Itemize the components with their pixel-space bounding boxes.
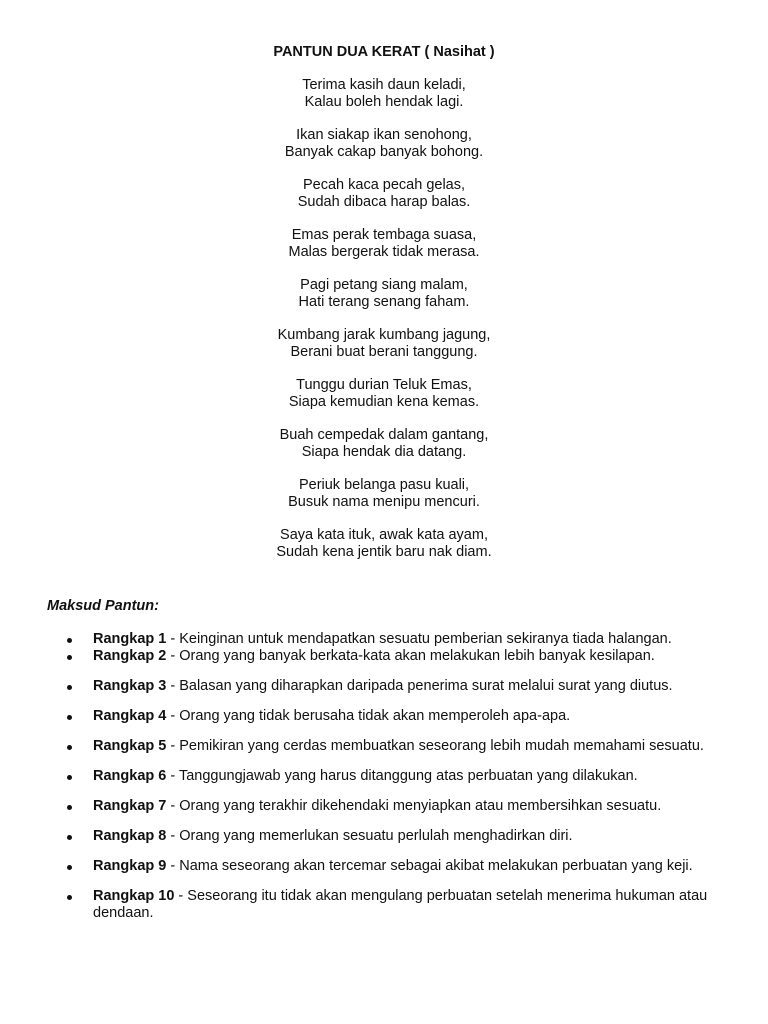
stanza-line: Siapa hendak dia datang. (301, 444, 467, 460)
stanza-7 (0, 377, 768, 411)
stanza-line: Sudah kena jentik baru nak diam. (276, 544, 492, 560)
meaning-item-9 (64, 858, 724, 875)
meaning-text: - Tanggungjawab yang harus ditanggung atas perbuatan yang dilakukan. (166, 768, 638, 784)
bullet-icon (67, 655, 72, 660)
meaning-item-2 (64, 648, 724, 665)
stanza-10 (0, 527, 768, 561)
meaning-list (64, 631, 724, 935)
meaning-text: - Orang yang memerlukan sesuatu perlulah menghadirkan diri. (166, 828, 573, 844)
bullet-icon (67, 685, 72, 690)
bullet-icon (67, 895, 72, 900)
bullet-icon (67, 715, 72, 720)
stanza-line: Banyak cakap banyak bohong. (284, 144, 484, 160)
meaning-item-10 (64, 888, 724, 922)
meaning-label: Rangkap 2 (93, 648, 167, 664)
meaning-item-1 (64, 631, 724, 648)
stanza-2 (0, 127, 768, 161)
stanza-3 (0, 177, 768, 211)
stanza-line: Malas bergerak tidak merasa. (288, 244, 480, 260)
bullet-icon (67, 745, 72, 750)
stanza-line: Tunggu durian Teluk Emas, (296, 377, 472, 393)
meaning-heading: Maksud Pantun: (47, 598, 159, 614)
bullet-icon (67, 835, 72, 840)
stanza-line: Sudah dibaca harap balas. (297, 194, 471, 210)
stanza-1 (0, 77, 768, 111)
meaning-text: - Pemikiran yang cerdas membuatkan seseorang lebih mudah memahami sesuatu. (166, 738, 704, 754)
stanza-8 (0, 427, 768, 461)
meaning-text: - Keinginan untuk mendapatkan sesuatu pemberian sekiranya tiada halangan. (166, 631, 672, 647)
meaning-label: Rangkap 7 (93, 798, 167, 814)
meaning-label: Rangkap 5 (93, 738, 167, 754)
stanza-line: Siapa kemudian kena kemas. (288, 394, 480, 410)
meaning-item-6 (64, 768, 724, 785)
meaning-text: - Orang yang tidak berusaha tidak akan memperoleh apa-apa. (166, 708, 571, 724)
stanza-line: Kalau boleh hendak lagi. (304, 94, 464, 110)
stanza-line: Pecah kaca pecah gelas, (302, 177, 466, 193)
document-title: PANTUN DUA KERAT ( Nasihat ) (273, 44, 495, 60)
stanza-line: Pagi petang siang malam, (300, 277, 468, 293)
bullet-icon (67, 638, 72, 643)
stanza-line: Busuk nama menipu mencuri. (288, 494, 480, 510)
stanza-line: Kumbang jarak kumbang jagung, (277, 327, 491, 343)
stanza-4 (0, 227, 768, 261)
stanza-line: Ikan siakap ikan senohong, (296, 127, 472, 143)
stanza-line: Saya kata ituk, awak kata ayam, (280, 527, 488, 543)
meaning-item-8 (64, 828, 724, 845)
meaning-text: - Balasan yang diharapkan daripada penerima surat melalui surat yang diutus. (166, 678, 673, 694)
stanza-line: Periuk belanga pasu kuali, (298, 477, 470, 493)
meaning-item-4 (64, 708, 724, 725)
meaning-label: Rangkap 6 (93, 768, 167, 784)
meaning-item-3 (64, 678, 724, 695)
meaning-label: Rangkap 10 (93, 888, 175, 904)
bullet-icon (67, 805, 72, 810)
bullet-icon (67, 775, 72, 780)
meaning-label: Rangkap 3 (93, 678, 167, 694)
meaning-item-5 (64, 738, 724, 755)
stanza-9 (0, 477, 768, 511)
stanza-line: Berani buat berani tanggung. (290, 344, 478, 360)
meaning-label: Rangkap 4 (93, 708, 167, 724)
stanza-line: Terima kasih daun keladi, (302, 77, 466, 93)
meaning-label: Rangkap 1 (93, 631, 167, 647)
bullet-icon (67, 865, 72, 870)
stanza-6 (0, 327, 768, 361)
meaning-text: - Nama seseorang akan tercemar sebagai akibat melakukan perbuatan yang keji. (166, 858, 693, 874)
pantun-poem (0, 77, 768, 577)
meaning-label: Rangkap 9 (93, 858, 167, 874)
stanza-line: Hati terang senang faham. (298, 294, 470, 310)
stanza-line: Emas perak tembaga suasa, (291, 227, 477, 243)
meaning-text: - Orang yang banyak berkata-kata akan melakukan lebih banyak kesilapan. (166, 648, 655, 664)
meaning-item-7 (64, 798, 724, 815)
meaning-text: - Orang yang terakhir dikehendaki menyiapkan atau membersihkan sesuatu. (166, 798, 662, 814)
stanza-5 (0, 277, 768, 311)
stanza-line: Buah cempedak dalam gantang, (279, 427, 489, 443)
meaning-label: Rangkap 8 (93, 828, 167, 844)
meaning-text: - Seseorang itu tidak akan mengulang perbuatan setelah menerima hukuman atau dendaan. (93, 888, 708, 921)
